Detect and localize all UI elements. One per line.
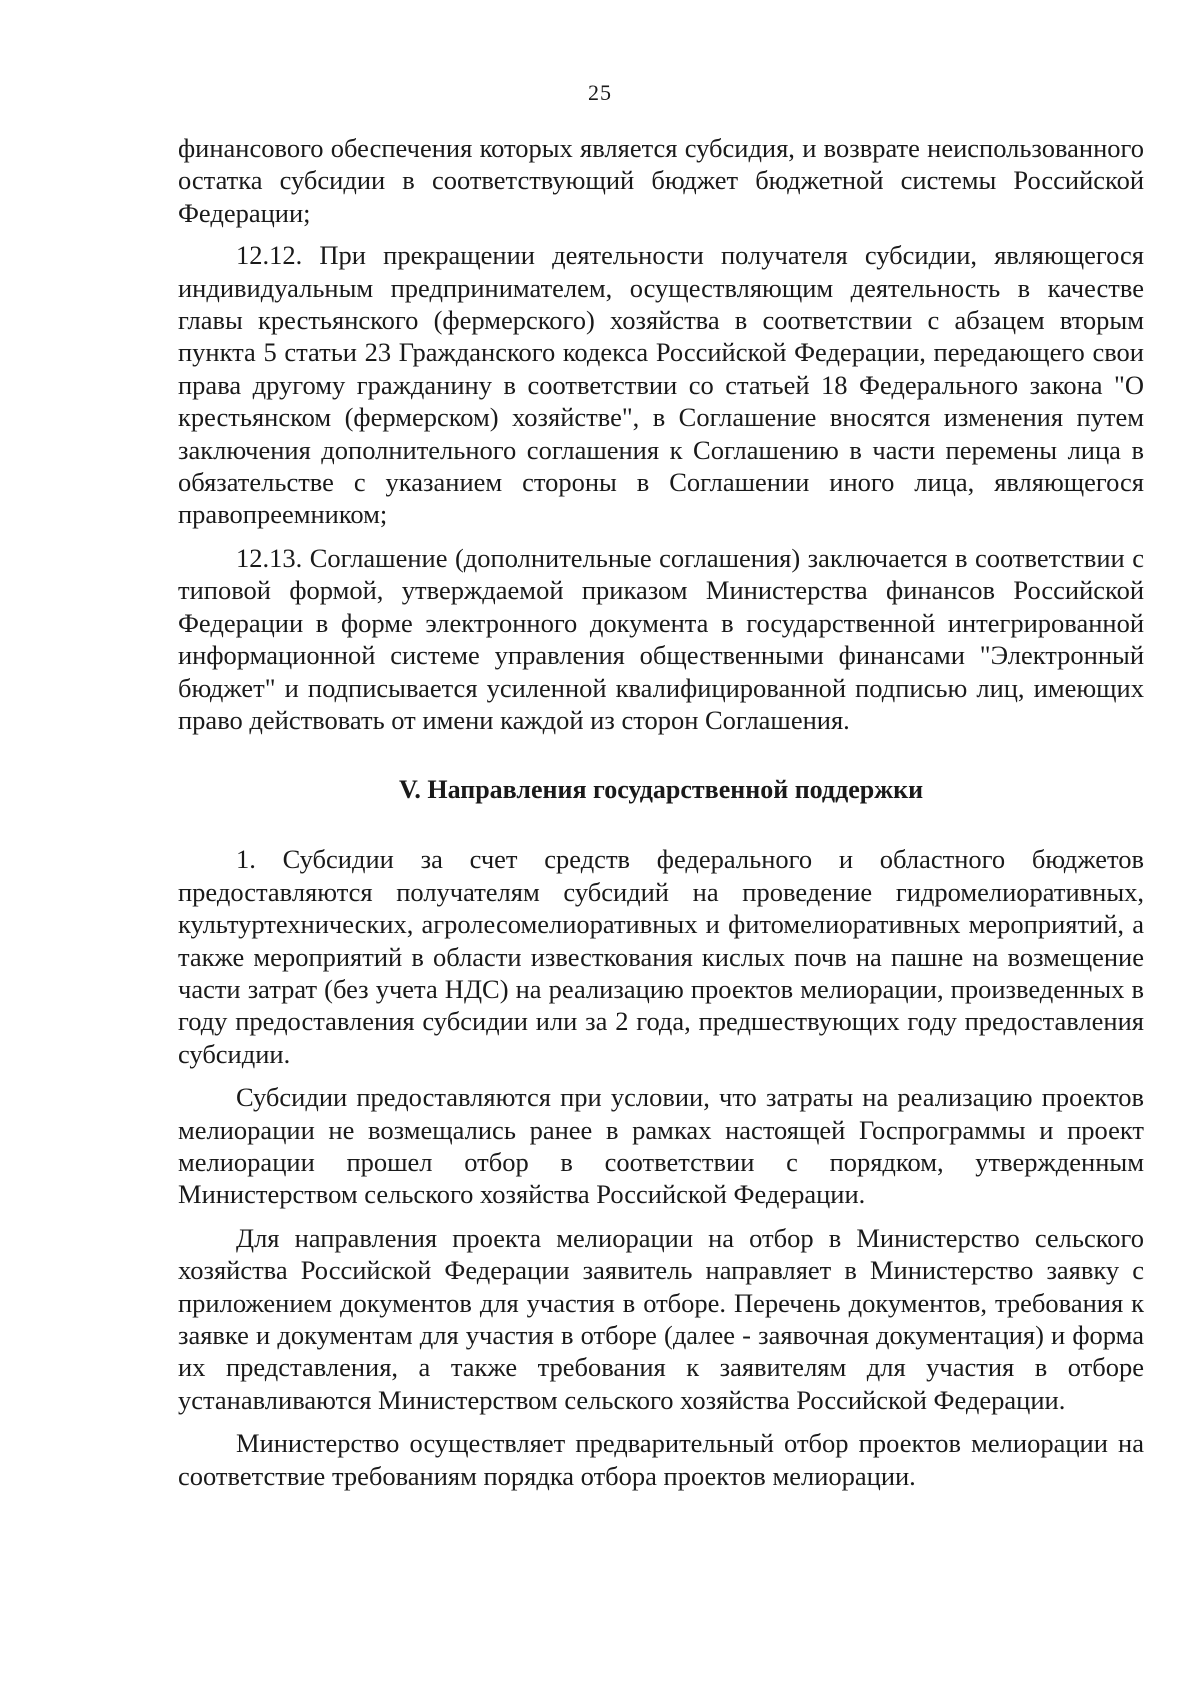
paragraph-1: 1. Субсидии за счет средств федерального и областного бюджетов предоставляются получателям субсидий на проведение гидромелиоративных, культуртехнических, агролесомелиоративных и фитомелиоративных мероприятий, а также мероприятий в области известкования кислых почв на пашне на возмещение части затрат (без учета НДС) на реализацию проектов мелиорации, произведенных в году предоставления субсидии или за 2 года, предшествующих году предоставления субсидии.	[178, 844, 1144, 1069]
paragraph-12-13: 12.13. Соглашение (дополнительные соглашения) заключается в соответствии с типовой формой, утверждаемой приказом Министерства финансов Российской Федерации в форме электронного документа в государственной интегрированной информационной системе управления общественными финансами "Электронный бюджет" и подписывается усиленной квалифицированной подписью лиц, имеющих право действовать от имени каждой из сторон Соглашения.	[178, 542, 1144, 735]
paragraph-continued: финансового обеспечения которых является субсидия, и возврате неиспользованного остатка субсидии в соответствующий бюджет бюджетной системы Российской Федерации;	[178, 133, 1144, 228]
document-body	[178, 132, 1144, 1492]
section-heading: V. Направления государственной поддержки	[398, 775, 924, 805]
paragraph-12-12: 12.12. При прекращении деятельности получателя субсидии, являющегося индивидуальным предпринимателем, осуществляющим деятельность в качестве главы крестьянского (фермерского) хозяйства в соответствии с абзацем вторым пункта 5 статьи 23 Гражданского кодекса Российской Федерации, передающего свои права другому гражданину в соответствии со статьей 18 Федерального закона "О крестьянском (фермерском) хозяйстве", в Соглашение вносятся изменения путем заключения дополнительного соглашения к Соглашению в части перемены лица в обязательстве с указанием стороны в Соглашении иного лица, являющегося правопреемником;	[178, 240, 1144, 530]
paragraph-subsidy-condition: Субсидии предоставляются при условии, что затраты на реализацию проектов мелиорации не возмещались ранее в рамках настоящей Госпрограммы и проект мелиорации прошел отбор в соответствии с порядком, утвержденным Министерством сельского хозяйства Российской Федерации.	[178, 1082, 1144, 1210]
page-number: 25	[588, 80, 612, 105]
paragraph-preliminary-selection: Министерство осуществляет предварительный отбор проектов мелиорации на соответствие требованиям порядка отбора проектов мелиорации.	[178, 1428, 1144, 1491]
paragraph-application: Для направления проекта мелиорации на отбор в Министерство сельского хозяйства Российской Федерации заявитель направляет в Министерство заявку с приложением документов для участия в отборе. Перечень документов, требования к заявке и документам для участия в отборе (далее - заявочная документация) и форма их представления, а также требования к заявителям для участия в отборе устанавливаются Министерством сельского хозяйства Российской Федерации.	[178, 1222, 1144, 1415]
